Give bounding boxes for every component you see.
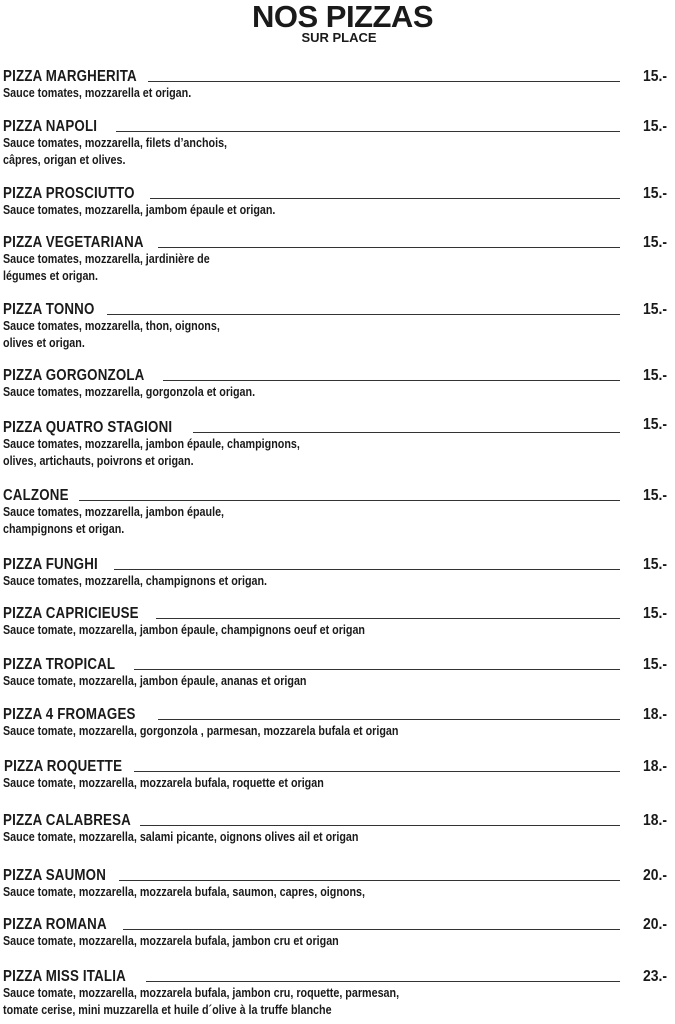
- item-price: 15.-: [643, 605, 668, 622]
- item-price: 20.-: [643, 867, 668, 884]
- item-description: Sauce tomates, mozzarella, jambon épaule, champignons, olives, artichauts, poivrons et origan.: [3, 437, 300, 468]
- item-description: Sauce tomates, mozzarella, filets d’anchois, câpres, origan et olives.: [3, 136, 228, 167]
- item-description: Sauce tomate, mozzarella, jambon épaule, ananas et origan: [3, 674, 307, 688]
- item-price: 18.-: [643, 812, 668, 829]
- item-description: Sauce tomates, mozzarella, jambon épaule, champignons et origan.: [3, 505, 225, 536]
- item-description: Sauce tomates, mozzarella, jambom épaule et origan.: [3, 203, 276, 217]
- menu-item-napoli: [3, 117, 675, 169]
- item-price: 20.-: [643, 916, 668, 933]
- menu-item-capricieuse: [3, 604, 675, 639]
- menu-item-funghi: [3, 555, 675, 590]
- dotted-leader: [140, 825, 620, 826]
- menu-item-vegetariana: [3, 233, 675, 285]
- page-subtitle: SUR PLACE: [301, 30, 377, 45]
- dotted-leader: [119, 880, 620, 881]
- dotted-leader: [163, 380, 620, 381]
- dotted-leader: [150, 198, 620, 199]
- menu-item-miss-italia: [3, 967, 675, 1019]
- item-price: 15.-: [643, 301, 668, 318]
- menu-item-romana: [3, 915, 675, 950]
- item-name: PIZZA ROMANA: [3, 916, 107, 933]
- item-description: Sauce tomates, mozzarella et origan.: [3, 86, 192, 100]
- item-name: PIZZA VEGETARIANA: [3, 234, 144, 251]
- item-price: 23.-: [643, 968, 668, 985]
- item-description: Sauce tomate, mozzarella, gorgonzola , parmesan, mozzarela bufala et origan: [3, 724, 399, 738]
- item-price: 18.-: [643, 758, 668, 775]
- dotted-leader: [193, 432, 620, 433]
- item-price: 18.-: [643, 706, 668, 723]
- item-description: Sauce tomate, mozzarella, mozzarela bufala, saumon, capres, oignons,: [3, 885, 366, 899]
- menu-item-margherita: [3, 67, 675, 102]
- item-name: PIZZA GORGONZOLA: [3, 367, 145, 384]
- item-description: Sauce tomate, mozzarella, mozzarela bufala, jambon cru et origan: [3, 934, 339, 948]
- item-name: PIZZA PROSCIUTTO: [3, 185, 135, 202]
- dotted-leader: [158, 719, 620, 720]
- item-price: 15.-: [643, 556, 668, 573]
- dotted-leader: [158, 247, 620, 248]
- menu-item-prosciutto: [3, 184, 675, 219]
- item-price: 15.-: [643, 367, 668, 384]
- menu-item-calabresa: [3, 811, 675, 846]
- menu-item-gorgonzola: [3, 366, 675, 401]
- menu-item-tonno: [3, 300, 675, 352]
- item-name: PIZZA NAPOLI: [3, 118, 98, 135]
- item-description: Sauce tomate, mozzarella, mozzarela bufala, jambon cru, roquette, parmesan, tomate cerise, mini muzzarella et huile d´olive à la truffe blanche: [3, 986, 400, 1017]
- item-name: PIZZA 4 FROMAGES: [3, 706, 136, 723]
- item-description: Sauce tomates, mozzarella, champignons et origan.: [3, 574, 268, 588]
- dotted-leader: [79, 500, 620, 501]
- item-name: PIZZA CAPRICIEUSE: [3, 605, 139, 622]
- item-price: 15.-: [643, 656, 668, 673]
- dotted-leader: [134, 771, 620, 772]
- item-price: 15.-: [643, 487, 668, 504]
- item-name: CALZONE: [3, 487, 69, 504]
- item-name: PIZZA QUATRO STAGIONI: [3, 419, 173, 436]
- page-title: NOS PIZZAS: [251, 0, 433, 34]
- dotted-leader: [123, 929, 620, 930]
- item-description: Sauce tomate, mozzarella, mozzarela bufala, roquette et origan: [3, 776, 324, 790]
- menu-item-tropical: [3, 655, 675, 690]
- menu-item-4-fromages: [3, 705, 675, 740]
- dotted-leader: [148, 81, 620, 82]
- dotted-leader: [107, 314, 620, 315]
- item-name: PIZZA SAUMON: [3, 867, 107, 884]
- dotted-leader: [146, 981, 620, 982]
- menu-item-saumon: [3, 866, 675, 901]
- item-price: 15.-: [643, 416, 668, 433]
- dotted-leader: [114, 569, 620, 570]
- item-description: Sauce tomate, mozzarella, jambon épaule, champignons oeuf et origan: [3, 623, 366, 637]
- menu-item-calzone: [3, 486, 675, 538]
- dotted-leader: [116, 131, 620, 132]
- item-name: PIZZA CALABRESA: [3, 812, 131, 829]
- item-name: PIZZA MARGHERITA: [3, 68, 137, 85]
- item-description: Sauce tomates, mozzarella, jardinière de légumes et origan.: [3, 252, 210, 283]
- dotted-leader: [134, 669, 620, 670]
- item-name: PIZZA TONNO: [3, 301, 95, 318]
- item-description: Sauce tomates, mozzarella, thon, oignons, olives et origan.: [3, 319, 220, 350]
- item-price: 15.-: [643, 185, 668, 202]
- menu-item-roquette: [3, 757, 675, 792]
- item-name: PIZZA TROPICAL: [3, 656, 116, 673]
- item-price: 15.-: [643, 68, 668, 85]
- item-price: 15.-: [643, 234, 668, 251]
- item-name: PIZZA MISS ITALIA: [3, 968, 126, 985]
- item-description: Sauce tomates, mozzarella, gorgonzola et origan.: [3, 385, 256, 399]
- item-name: PIZZA ROQUETTE: [4, 758, 123, 775]
- item-description: Sauce tomate, mozzarella, salami picante, oignons olives ail et origan: [3, 830, 359, 844]
- menu-item-quatro-stagioni: [3, 418, 675, 470]
- item-name: PIZZA FUNGHI: [3, 556, 98, 573]
- dotted-leader: [156, 618, 620, 619]
- item-price: 15.-: [643, 118, 668, 135]
